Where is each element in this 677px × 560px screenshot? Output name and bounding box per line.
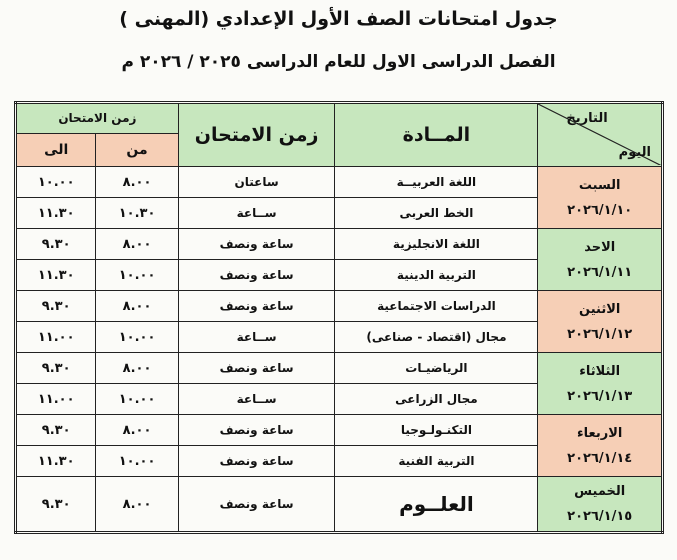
date-day-header [538, 103, 663, 167]
start-time-cell: ١٠.٠٠ [96, 260, 178, 291]
subject-cell: التربية الفنية [335, 446, 538, 477]
start-time-cell: ١٠.٠٠ [96, 322, 178, 353]
duration-cell: ساعة ونصف [178, 415, 335, 446]
subject-cell: اللغة الانجليزية [335, 229, 538, 260]
duration-cell: ساعة ونصف [178, 446, 335, 477]
day-name: السبت [578, 177, 621, 193]
subject-header: المــادة [335, 103, 538, 167]
duration-cell: ساعة ونصف [178, 260, 335, 291]
day-cell [538, 477, 663, 533]
start-time-cell: ١٠.٠٠ [96, 446, 178, 477]
end-time-cell: ٩.٣٠ [16, 291, 96, 322]
page-title: جدول امتحانات الصف الأول الإعدادي (المهنى ) [119, 8, 558, 30]
subject-cell: التربية الدينية [335, 260, 538, 291]
from-header: من [96, 133, 178, 166]
end-time-cell: ١٠.٠٠ [16, 167, 96, 198]
end-time-cell: ٩.٣٠ [16, 353, 96, 384]
start-time-cell: ٨.٠٠ [96, 415, 178, 446]
date-header: التاريخ [566, 111, 608, 126]
end-time-cell: ٩.٣٠ [16, 229, 96, 260]
duration-cell: ساعة ونصف [178, 229, 335, 260]
exam-schedule-table [14, 101, 664, 534]
subject-cell: مجال (اقتصاد - صناعى) [335, 322, 538, 353]
table-row [16, 415, 663, 446]
end-time-cell: ١١.٣٠ [16, 198, 96, 229]
exam-time-group-header: زمن الامتحان [16, 103, 179, 134]
subject-cell: التكنـولـوجيا [335, 415, 538, 446]
day-cell [538, 353, 663, 415]
day-date: ٢٠٢٦/١/١١ [567, 264, 633, 280]
start-time-cell: ١٠.٠٠ [96, 384, 178, 415]
start-time-cell: ٨.٠٠ [96, 229, 178, 260]
day-date: ٢٠٢٦/١/١٢ [567, 326, 633, 342]
duration-cell: ساعة ونصف [178, 477, 335, 533]
end-time-cell: ٩.٣٠ [16, 415, 96, 446]
table-row [16, 353, 663, 384]
subject-cell: الخط العربى [335, 198, 538, 229]
end-time-cell: ١١.٠٠ [16, 322, 96, 353]
duration-cell: ساعة ونصف [178, 291, 335, 322]
duration-cell: ساعة ونصف [178, 353, 335, 384]
duration-cell: ساعتان [178, 167, 335, 198]
duration-cell: ســاعة [178, 384, 335, 415]
day-header: اليوم [618, 145, 651, 160]
end-time-cell: ١١.٣٠ [16, 260, 96, 291]
duration-cell: ســاعة [178, 198, 335, 229]
page-subtitle: الفصل الدراسى الاول للعام الدراسى ٢٠٢٥ / ٢٠٢٦ م [121, 52, 556, 72]
day-name: الخميس [574, 484, 626, 499]
start-time-cell: ١٠.٣٠ [96, 198, 178, 229]
start-time-cell: ٨.٠٠ [96, 477, 178, 533]
table-row [16, 477, 663, 533]
duration-header: زمن الامتحان [178, 103, 335, 167]
end-time-cell: ٩.٣٠ [16, 477, 96, 533]
day-name: الثلاثاء [579, 363, 621, 379]
day-name: الاربعاء [577, 425, 623, 441]
end-time-cell: ١١.٠٠ [16, 384, 96, 415]
table-row [16, 167, 663, 198]
table-row [16, 229, 663, 260]
day-cell [538, 167, 663, 229]
start-time-cell: ٨.٠٠ [96, 291, 178, 322]
subject-cell: العلــوم [335, 477, 538, 533]
start-time-cell: ٨.٠٠ [96, 167, 178, 198]
day-cell [538, 291, 663, 353]
day-date: ٢٠٢٦/١/١٠ [567, 202, 633, 218]
day-date: ٢٠٢٦/١/١٥ [567, 509, 633, 524]
table-row [16, 291, 663, 322]
to-header: الى [16, 133, 96, 166]
subject-cell: الدراسات الاجتماعية [335, 291, 538, 322]
day-name: الاثنين [579, 301, 621, 317]
subject-cell: الرياضيـات [335, 353, 538, 384]
day-date: ٢٠٢٦/١/١٤ [567, 450, 633, 466]
duration-cell: ســاعة [178, 322, 335, 353]
day-date: ٢٠٢٦/١/١٣ [567, 388, 633, 404]
day-cell [538, 415, 663, 477]
subject-cell: اللغة العربيــة [335, 167, 538, 198]
subject-cell: مجال الزراعى [335, 384, 538, 415]
day-name: الاحد [584, 239, 616, 255]
start-time-cell: ٨.٠٠ [96, 353, 178, 384]
end-time-cell: ١١.٣٠ [16, 446, 96, 477]
day-cell [538, 229, 663, 291]
